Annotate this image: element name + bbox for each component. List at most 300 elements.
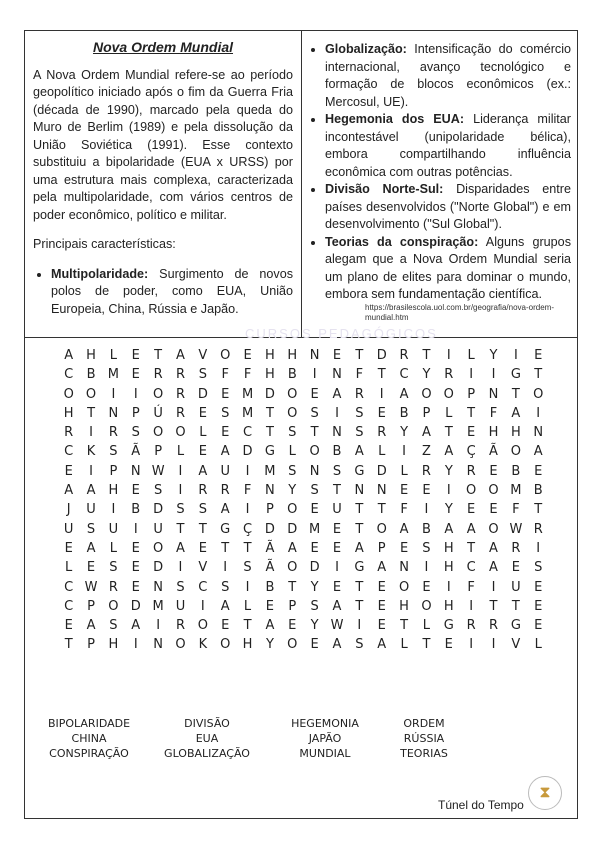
grid-cell[interactable]: B [265,579,276,595]
grid-cell[interactable]: T [511,386,521,402]
grid-cell[interactable]: L [65,560,74,576]
grid-cell[interactable]: B [86,367,97,383]
grid-cell[interactable]: I [111,386,117,402]
grid-cell[interactable]: H [443,560,455,576]
grid-cell[interactable]: O [153,386,165,402]
grid-cell[interactable]: A [332,637,343,653]
grid-cell[interactable]: O [488,521,500,537]
grid-cell[interactable]: J [66,502,72,518]
grid-cell[interactable]: O [153,425,165,441]
grid-cell[interactable]: O [287,637,299,653]
grid-cell[interactable]: N [533,425,545,441]
grid-cell[interactable]: Y [288,483,298,499]
grid-cell[interactable]: I [446,483,452,499]
grid-cell[interactable]: N [332,367,343,383]
grid-cell[interactable]: I [402,444,407,460]
grid-cell[interactable]: S [109,444,119,460]
grid-cell[interactable]: E [131,483,141,499]
grid-cell[interactable]: E [332,348,343,363]
grid-cell[interactable]: R [108,425,119,441]
grid-cell[interactable]: R [175,386,186,402]
grid-cell[interactable]: A [399,386,410,402]
grid-cell[interactable]: L [176,444,186,460]
grid-cell[interactable]: I [89,463,94,479]
grid-cell[interactable]: R [175,367,186,383]
grid-cell[interactable]: G [510,618,522,634]
grid-cell[interactable]: E [444,637,454,653]
grid-cell[interactable]: I [469,367,475,383]
grid-cell[interactable]: L [400,463,409,479]
grid-cell[interactable]: G [510,367,522,383]
grid-cell[interactable]: E [64,618,74,634]
grid-cell[interactable]: P [288,598,298,614]
grid-cell[interactable]: W [509,521,524,537]
grid-cell[interactable]: T [377,502,387,518]
grid-cell[interactable]: D [197,386,209,402]
grid-cell[interactable]: O [85,386,98,402]
grid-cell[interactable]: L [534,637,543,653]
grid-cell[interactable]: L [109,348,119,363]
grid-cell[interactable]: O [63,386,75,402]
grid-cell[interactable]: T [511,598,521,614]
grid-cell[interactable]: S [131,425,141,441]
grid-cell[interactable]: E [265,598,276,614]
grid-cell[interactable]: D [376,463,388,479]
grid-cell[interactable]: U [63,521,75,537]
grid-cell[interactable]: B [533,483,544,499]
grid-cell[interactable]: O [287,405,299,421]
grid-cell[interactable]: N [108,405,120,421]
grid-cell[interactable]: Ã [131,444,142,460]
grid-cell[interactable]: E [399,540,410,556]
grid-cell[interactable]: Ã [265,540,276,556]
grid-cell[interactable]: E [198,405,208,421]
grid-cell[interactable]: M [510,483,523,499]
grid-cell[interactable]: I [178,463,184,479]
grid-cell[interactable]: S [310,598,320,614]
grid-cell[interactable]: B [287,367,298,383]
grid-cell[interactable]: A [131,618,142,634]
grid-cell[interactable]: B [399,405,410,421]
grid-cell[interactable]: H [63,405,75,421]
grid-cell[interactable]: E [489,502,499,518]
grid-cell[interactable]: T [422,637,432,653]
grid-cell[interactable]: T [310,425,320,441]
grid-cell[interactable]: L [288,444,297,460]
grid-cell[interactable]: R [175,618,186,634]
grid-cell[interactable]: T [377,367,387,383]
grid-cell[interactable]: E [131,540,141,556]
grid-cell[interactable]: T [288,579,298,595]
grid-cell[interactable]: E [534,463,544,479]
grid-cell[interactable]: H [443,540,455,556]
grid-cell[interactable]: W [84,579,99,595]
grid-cell[interactable]: S [332,463,343,479]
grid-cell[interactable]: V [511,637,522,653]
grid-cell[interactable]: I [379,386,385,402]
grid-cell[interactable]: T [333,483,342,499]
grid-cell[interactable]: B [421,521,432,537]
grid-cell[interactable]: I [133,521,139,537]
grid-cell[interactable]: F [467,579,476,595]
grid-cell[interactable]: I [446,348,452,363]
grid-cell[interactable]: E [332,521,343,537]
grid-cell[interactable]: A [86,618,97,634]
grid-cell[interactable]: T [198,521,208,537]
grid-cell[interactable]: E [467,425,477,441]
grid-cell[interactable]: E [310,637,320,653]
grid-cell[interactable]: L [199,425,208,441]
grid-cell[interactable]: N [309,348,321,363]
grid-cell[interactable]: H [399,598,410,614]
grid-cell[interactable]: K [198,637,209,653]
grid-cell[interactable]: I [111,502,117,518]
grid-cell[interactable]: I [446,579,452,595]
grid-cell[interactable]: I [89,425,94,441]
grid-cell[interactable]: S [355,405,365,421]
grid-cell[interactable]: T [243,618,253,634]
grid-cell[interactable]: E [221,386,231,402]
grid-cell[interactable]: A [265,618,276,634]
grid-cell[interactable]: E [310,540,320,556]
grid-cell[interactable]: I [536,405,542,421]
grid-cell[interactable]: O [175,425,187,441]
grid-cell[interactable]: O [510,444,522,460]
grid-cell[interactable]: A [198,463,209,479]
grid-cell[interactable]: A [444,444,455,460]
grid-cell[interactable]: I [335,560,340,576]
grid-cell[interactable]: I [491,579,497,595]
grid-cell[interactable]: I [335,405,340,421]
grid-cell[interactable]: A [220,598,231,614]
grid-cell[interactable]: T [355,598,365,614]
grid-cell[interactable]: E [86,560,97,576]
grid-cell[interactable]: N [265,483,276,499]
grid-cell[interactable]: I [491,637,497,653]
grid-cell[interactable]: C [64,579,75,595]
grid-cell[interactable]: S [355,425,365,441]
grid-cell[interactable]: E [131,560,141,576]
grid-cell[interactable]: R [466,618,477,634]
grid-cell[interactable]: T [243,540,253,556]
grid-cell[interactable]: F [243,483,253,499]
grid-cell[interactable]: E [131,367,141,383]
grid-cell[interactable]: O [287,560,299,576]
grid-cell[interactable]: L [400,637,409,653]
grid-cell[interactable]: R [444,367,455,383]
grid-cell[interactable]: M [241,405,255,421]
grid-cell[interactable]: D [264,386,276,402]
grid-cell[interactable]: A [86,483,97,499]
grid-cell[interactable]: A [466,521,477,537]
grid-cell[interactable]: A [377,637,388,653]
grid-cell[interactable]: R [198,483,209,499]
grid-cell[interactable]: N [309,463,321,479]
grid-cell[interactable]: C [64,598,75,614]
grid-cell[interactable]: A [86,540,97,556]
grid-cell[interactable]: E [131,579,141,595]
grid-cell[interactable]: P [265,502,275,518]
grid-cell[interactable]: S [422,540,432,556]
grid-cell[interactable]: I [357,618,363,634]
grid-cell[interactable]: O [376,521,388,537]
grid-cell[interactable]: U [175,598,187,614]
grid-cell[interactable]: T [400,618,410,634]
grid-cell[interactable]: S [355,637,365,653]
grid-cell[interactable]: H [265,348,276,363]
grid-cell[interactable]: R [64,425,75,441]
grid-cell[interactable]: O [398,579,411,595]
grid-cell[interactable]: A [176,540,186,556]
grid-cell[interactable]: M [309,521,322,537]
grid-cell[interactable]: E [310,386,320,402]
grid-cell[interactable]: I [178,560,184,576]
grid-cell[interactable]: T [355,502,365,518]
grid-cell[interactable]: F [221,367,230,383]
grid-cell[interactable]: I [156,618,162,634]
grid-cell[interactable]: P [154,444,164,460]
grid-cell[interactable]: L [109,540,119,556]
grid-cell[interactable]: I [469,598,475,614]
grid-cell[interactable]: U [332,502,343,518]
grid-cell[interactable]: E [198,444,208,460]
grid-cell[interactable]: Y [400,425,410,441]
grid-cell[interactable]: E [489,463,499,479]
grid-cell[interactable]: D [287,521,299,537]
grid-cell[interactable]: E [422,579,432,595]
grid-cell[interactable]: I [245,579,251,595]
grid-cell[interactable]: L [422,618,432,634]
source-link[interactable]: https://brasilescola.uol.com.br/geografia/nova-ordem-mundial.htm [365,303,554,322]
grid-cell[interactable]: Ú [153,405,164,421]
grid-cell[interactable]: H [287,348,299,363]
grid-cell[interactable]: A [354,444,365,460]
grid-cell[interactable]: N [354,483,366,499]
grid-cell[interactable]: R [377,425,388,441]
grid-cell[interactable]: E [288,618,298,634]
grid-cell[interactable]: U [511,579,522,595]
grid-cell[interactable]: P [422,405,432,421]
grid-cell[interactable]: M [152,598,165,614]
grid-cell[interactable]: S [221,405,231,421]
grid-cell[interactable]: S [109,618,119,634]
grid-cell[interactable]: R [354,386,365,402]
grid-cell[interactable]: H [108,637,120,653]
grid-cell[interactable]: A [354,540,365,556]
grid-cell[interactable]: A [533,444,544,460]
grid-cell[interactable]: V [198,560,209,576]
grid-cell[interactable]: D [264,521,276,537]
grid-cell[interactable]: H [443,598,455,614]
grid-cell[interactable]: D [242,444,254,460]
grid-cell[interactable]: A [511,405,522,421]
grid-cell[interactable]: D [130,598,142,614]
grid-cell[interactable]: I [513,348,519,363]
grid-cell[interactable]: R [399,348,410,363]
grid-cell[interactable]: H [108,483,120,499]
grid-cell[interactable]: P [377,540,387,556]
grid-cell[interactable]: I [491,367,497,383]
grid-cell[interactable]: A [64,348,75,363]
grid-cell[interactable]: D [376,348,388,363]
grid-cell[interactable]: L [243,598,253,614]
grid-cell[interactable]: C [64,444,75,460]
grid-cell[interactable]: I [536,540,542,556]
grid-cell[interactable]: C [466,560,477,576]
grid-cell[interactable]: T [422,348,432,363]
grid-cell[interactable]: P [131,405,141,421]
grid-cell[interactable]: I [312,367,318,383]
grid-cell[interactable]: S [176,502,186,518]
grid-cell[interactable]: E [221,425,231,441]
grid-cell[interactable]: E [534,618,544,634]
grid-cell[interactable]: Y [265,637,275,653]
grid-cell[interactable]: E [377,405,387,421]
grid-cell[interactable]: T [534,502,544,518]
grid-cell[interactable]: E [511,560,521,576]
grid-cell[interactable]: O [153,540,165,556]
grid-cell[interactable]: H [510,425,522,441]
grid-cell[interactable]: G [354,463,366,479]
grid-cell[interactable]: S [310,483,320,499]
grid-cell[interactable]: H [488,425,500,441]
grid-cell[interactable]: E [64,540,74,556]
grid-cell[interactable]: Y [489,348,499,363]
grid-cell[interactable]: L [467,348,476,363]
grid-cell[interactable]: N [488,386,500,402]
grid-cell[interactable]: M [107,367,120,383]
grid-cell[interactable]: S [243,560,253,576]
grid-cell[interactable]: E [310,502,320,518]
grid-cell[interactable]: S [109,560,119,576]
grid-cell[interactable]: H [265,367,276,383]
grid-cell[interactable]: A [176,348,186,363]
grid-cell[interactable]: E [467,502,477,518]
grid-cell[interactable]: G [443,618,455,634]
grid-cell[interactable]: T [467,540,477,556]
grid-cell[interactable]: Y [310,618,320,634]
grid-cell[interactable]: C [64,367,75,383]
grid-cell[interactable]: T [355,579,365,595]
grid-cell[interactable]: S [153,483,164,499]
grid-cell[interactable]: F [400,502,409,518]
grid-cell[interactable]: P [87,637,96,653]
grid-cell[interactable]: I [178,483,184,499]
grid-cell[interactable]: I [469,637,475,653]
grid-cell[interactable]: V [198,348,209,363]
grid-cell[interactable]: T [176,521,186,537]
grid-cell[interactable]: F [489,405,499,421]
grid-cell[interactable]: T [489,598,499,614]
grid-cell[interactable]: I [223,560,229,576]
grid-cell[interactable]: E [221,618,231,634]
grid-cell[interactable]: D [309,560,321,576]
grid-cell[interactable]: A [444,521,455,537]
grid-cell[interactable]: G [354,560,366,576]
grid-cell[interactable]: S [86,521,97,537]
grid-cell[interactable]: E [377,579,387,595]
grid-cell[interactable]: O [220,348,232,363]
grid-cell[interactable]: F [243,367,253,383]
grid-cell[interactable]: T [64,637,74,653]
grid-cell[interactable]: A [489,560,499,576]
grid-cell[interactable]: R [466,463,477,479]
grid-cell[interactable]: T [265,425,275,441]
grid-cell[interactable]: E [64,463,74,479]
grid-cell[interactable]: Y [444,463,454,479]
grid-cell[interactable]: M [241,386,255,402]
grid-cell[interactable]: L [445,405,454,421]
grid-cell[interactable]: E [243,348,253,363]
grid-cell[interactable]: R [421,463,432,479]
grid-cell[interactable]: R [153,367,164,383]
grid-cell[interactable]: A [220,444,231,460]
grid-cell[interactable]: H [242,637,254,653]
grid-cell[interactable]: O [421,598,433,614]
grid-cell[interactable]: O [220,637,232,653]
grid-cell[interactable]: R [533,521,544,537]
grid-cell[interactable]: N [399,560,410,576]
grid-cell[interactable]: S [176,579,186,595]
grid-cell[interactable]: D [153,502,165,518]
grid-cell[interactable]: S [288,463,298,479]
grid-cell[interactable]: O [287,386,299,402]
grid-cell[interactable]: E [332,540,343,556]
grid-cell[interactable]: O [175,637,187,653]
grid-cell[interactable]: T [221,540,231,556]
grid-cell[interactable]: I [133,386,139,402]
grid-cell[interactable]: Z [421,444,432,460]
grid-cell[interactable]: F [355,367,365,383]
grid-cell[interactable]: O [197,618,209,634]
grid-cell[interactable]: T [444,425,454,441]
grid-cell[interactable]: O [533,386,545,402]
grid-cell[interactable]: E [198,540,208,556]
grid-cell[interactable]: O [488,483,500,499]
grid-cell[interactable]: N [153,579,164,595]
grid-cell[interactable]: G [264,444,276,460]
grid-cell[interactable]: O [421,386,433,402]
grid-cell[interactable]: M [264,463,277,479]
grid-cell[interactable]: T [154,348,164,363]
grid-cell[interactable]: S [534,560,544,576]
grid-cell[interactable]: E [377,618,387,634]
grid-cell[interactable]: N [130,463,142,479]
grid-cell[interactable]: L [378,444,387,460]
grid-cell[interactable]: E [534,579,544,595]
grid-cell[interactable]: C [198,579,209,595]
grid-cell[interactable]: U [108,521,120,537]
grid-cell[interactable]: P [109,463,119,479]
grid-cell[interactable]: I [424,502,430,518]
grid-cell[interactable]: T [467,405,477,421]
grid-cell[interactable]: W [151,463,166,479]
grid-cell[interactable]: T [534,367,544,383]
grid-cell[interactable]: A [332,598,343,614]
grid-cell[interactable]: C [399,367,410,383]
grid-cell[interactable]: I [245,463,251,479]
grid-cell[interactable]: D [153,560,165,576]
grid-cell[interactable]: A [64,483,75,499]
grid-cell[interactable]: G [220,521,232,537]
grid-cell[interactable]: A [220,502,231,518]
grid-cell[interactable]: E [534,598,544,614]
grid-cell[interactable]: I [133,637,139,653]
grid-cell[interactable]: S [288,425,298,441]
grid-cell[interactable]: F [512,502,521,518]
grid-cell[interactable]: A [287,540,298,556]
grid-cell[interactable]: O [287,502,299,518]
